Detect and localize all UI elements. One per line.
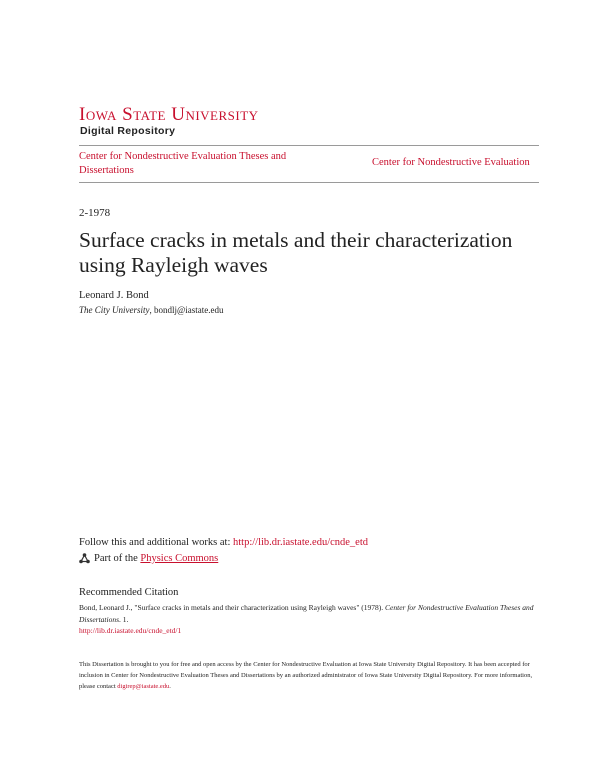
- part-of-line: [79, 553, 218, 564]
- network-icon: [79, 553, 90, 564]
- follow-link[interactable]: http://lib.dr.iastate.edu/cnde_etd: [233, 537, 369, 548]
- repository-notice: [79, 659, 539, 692]
- part-of-text: Part of the: [94, 553, 138, 564]
- notice-text: This Dissertation is brought to you for free and open access by the Center for Nondestructive Evaluation at Iowa State University Digital Repository. It has been accepted for inclusion in Center for Nondestructive Evaluation Theses and Dissertations by an authorized administrator of Iowa State University Digital Repository. For more information, please contact: [79, 661, 533, 690]
- citation-series: Center for Nondestructive Evaluation Theses and Dissertations: [79, 603, 534, 624]
- citation-text: Bond, Leonard J., "Surface cracks in metals and their characterization using Rayleigh waves" (1978).: [79, 603, 386, 612]
- citation-block: [79, 602, 539, 637]
- author-email: bondlj@iastate.edu: [154, 305, 224, 315]
- physics-commons-link[interactable]: Physics Commons: [140, 553, 219, 564]
- repository-label: Digital Repository: [80, 125, 176, 137]
- author-affiliation: [79, 305, 224, 315]
- follow-line: [79, 537, 368, 548]
- university-logo-text: Iowa State University: [79, 104, 259, 125]
- document-title: Surface cracks in metals and their characterization using Rayleigh waves: [79, 228, 513, 277]
- divider-top: [79, 145, 539, 146]
- contact-email-link[interactable]: digirep@iastate.edu: [117, 683, 170, 690]
- citation-heading: Recommended Citation: [79, 587, 179, 598]
- affiliation-separator: ,: [149, 305, 154, 315]
- divider-bottom: [79, 182, 539, 183]
- author-name: Leonard J. Bond: [79, 290, 149, 301]
- collection-link-theses[interactable]: Center for Nondestructive Evaluation Theses and Dissertations: [79, 151, 287, 176]
- citation-end: . 1.: [119, 614, 129, 624]
- collection-link-center[interactable]: Center for Nondestructive Evaluation: [372, 157, 530, 168]
- affiliation-institution: The City University: [79, 305, 150, 315]
- citation-link[interactable]: http://lib.dr.iastate.edu/cnde_etd/1: [79, 626, 182, 635]
- publication-date: 2-1978: [79, 207, 111, 219]
- follow-text: Follow this and additional works at:: [79, 537, 233, 548]
- notice-end: .: [169, 683, 171, 690]
